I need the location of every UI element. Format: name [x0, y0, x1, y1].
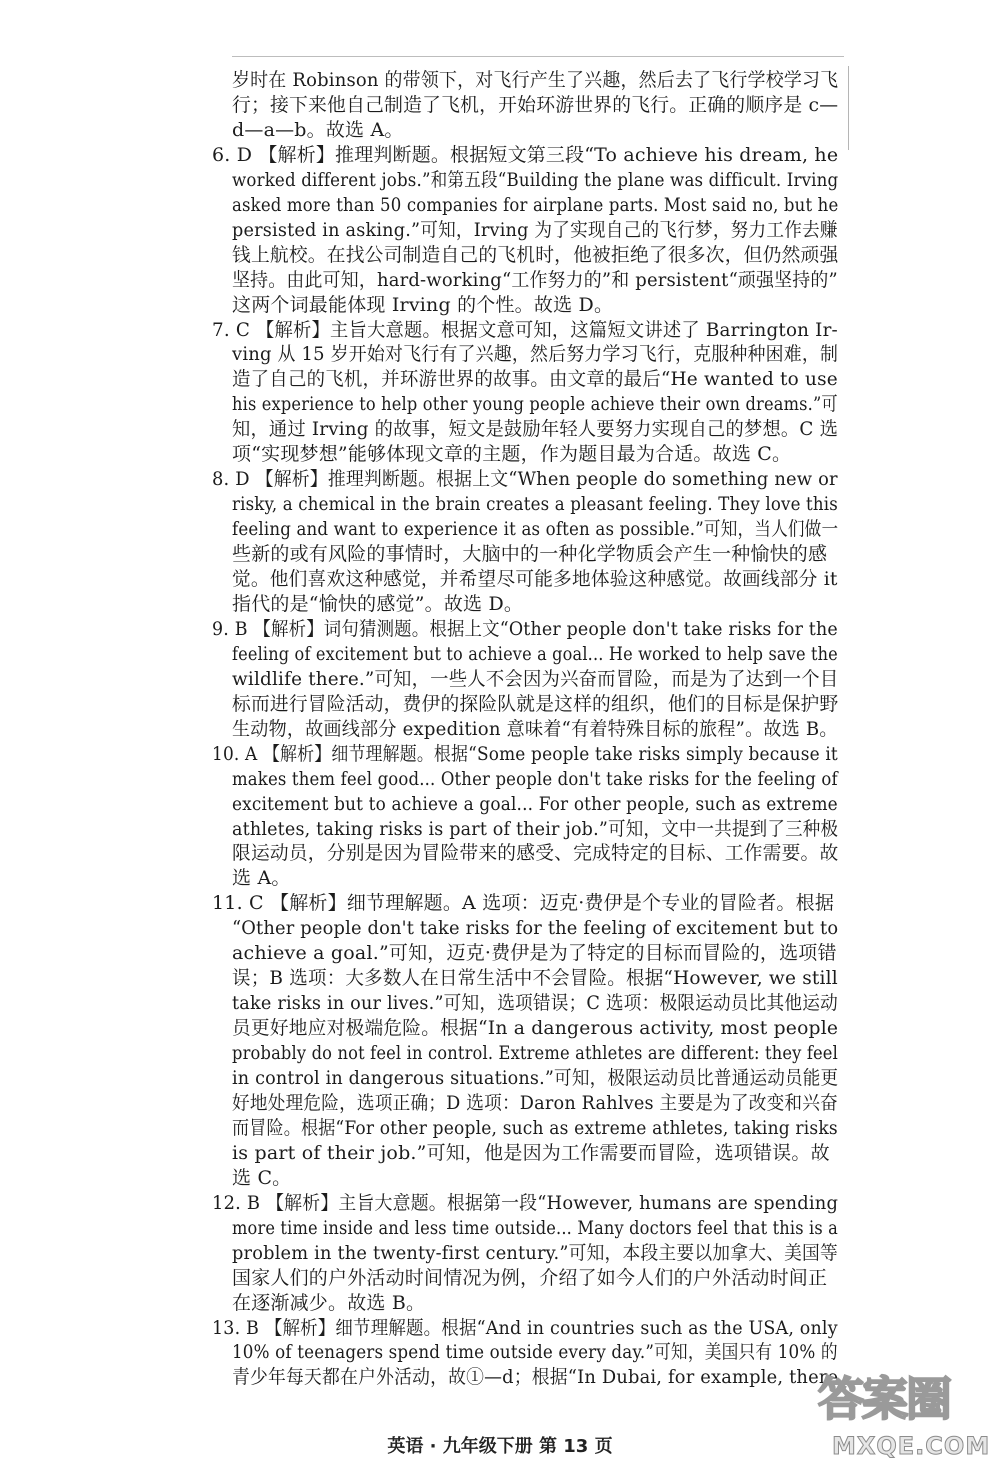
watermark-url: MXQE.COM	[832, 1432, 991, 1460]
answer-text-line: in control in dangerous situations.”可知，极限运动员比普通运动员能更	[232, 1067, 839, 1089]
answer-text-line: his experience to help other young people achieve their own dreams.”可	[232, 393, 838, 416]
answer-item-line: 8. D 【解析】推理判断题。根据上文“When people do something new or	[212, 468, 838, 491]
answer-text-line: makes them feel good... Other people don't take risks for the feeling of	[232, 767, 838, 790]
answer-text-line: risky, a chemical in the brain creates a pleasant feeling. They love this	[232, 493, 838, 516]
answer-text-line: athletes, taking risks is part of their job.”可知，文中一共提到了三种极	[232, 817, 839, 840]
answer-text-line: 这两个词最能体现 Irving 的个性。故选 D。	[232, 293, 614, 316]
answer-text-line: ving 从 15 岁开始对飞行有了兴趣，然后努力学习飞行，克服种种困难，制	[232, 343, 839, 366]
answer-text-line: persisted in asking.”可知，Irving 为了实现自己的飞行梦，努力工作去赚	[232, 218, 838, 241]
top-rule	[232, 56, 844, 57]
answer-text-line: 项“实现梦想”能够体现文章的主题，作为题目最为合适。故选 C。	[232, 443, 792, 466]
answer-text-line: asked more than 50 companies for airplane parts. Most said no, but he	[232, 193, 839, 216]
answer-text-line: d—a—b。故选 A。	[232, 118, 404, 141]
answer-text-line: 员更好地应对极端危险。根据“In a dangerous activity, most people	[232, 1017, 839, 1040]
answer-item-line: 13. B 【解析】细节理解题。根据“And in countries such as the USA, only	[212, 1316, 838, 1339]
answer-text-line: feeling of excitement but to achieve a goal... He worked to help save the	[232, 642, 838, 665]
answer-item-line: 12. B 【解析】主旨大意题。根据第一段“However, humans are spending	[212, 1191, 839, 1214]
answer-text-line: feeling and want to experience it as often as possible.”可知，当人们做一	[232, 518, 839, 541]
answer-item-line: 10. A 【解析】细节理解题。根据“Some people take risks simply because it	[212, 742, 838, 765]
answer-item-line: 6. D 【解析】推理判断题。根据短文第三段“To achieve his dream, he	[212, 143, 839, 166]
answer-text-line: 钱上航校。在找公司制造自己的飞机时，他被拒绝了很多次，但仍然顽强	[232, 243, 839, 266]
answer-item-line: 9. B 【解析】词句猜测题。根据上文“Other people don't take risks for the	[212, 617, 838, 640]
answer-text-line: 好地处理危险，选项正确；D 选项：Daron Rahlves 主要是为了改变和兴奋	[232, 1091, 838, 1114]
answer-text-line: is part of their job.”可知，他是因为工作需要而冒险，选项错误。故	[232, 1141, 830, 1164]
answer-text-line: 10% of teenagers spend time outside every day.”可知，美国只有 10% 的	[232, 1341, 838, 1364]
answer-text-line: 些新的或有风险的事情时，大脑中的一种化学物质会产生一种愉快的感	[232, 543, 828, 566]
answer-text-line: problem in the twenty-first century.”可知，本段主要以加拿大、美国等	[232, 1241, 838, 1264]
answer-text-line: 造了自己的飞机，并环游世界的故事。由文章的最后“He wanted to use	[232, 368, 838, 391]
answer-text-line: more time inside and less time outside... Many doctors feel that this is a	[232, 1216, 838, 1239]
answer-text-line: 生动物，故画线部分 expedition 意味着“有着特殊目标的旅程”。故选 B。	[232, 717, 838, 740]
answer-text-line: 误；B 选项：大多数人在日常生活中不会冒险。根据“However, we still	[232, 967, 838, 990]
answer-text-line: achieve a goal.”可知，迈克·费伊是为了特定的目标而冒险的，选项错	[232, 942, 837, 965]
answer-text-line: 标而进行冒险活动，费伊的探险队就是这样的组织，他们的目标是保护野	[232, 692, 839, 715]
watermark-logo: 答案圈	[818, 1372, 950, 1426]
answer-text-line: worked different jobs.”和第五段“Building the plane was difficult. Irving	[232, 168, 839, 191]
answer-text-line: wildlife there.”可知，一些人不会因为兴奋而冒险，而是为了达到一个目	[232, 667, 839, 690]
answer-text-line: 选 C。	[232, 1166, 292, 1189]
answer-text-line: 国家人们的户外活动时间情况为例，介绍了如今人们的户外活动时间正	[232, 1266, 828, 1289]
answer-text-line: take risks in our lives.”可知，选项错误；C 选项：极限运动员比其他运动	[232, 992, 838, 1015]
answer-text-line: excitement but to achieve a goal... For other people, such as extreme	[232, 792, 838, 815]
answer-item-line: 11. C 【解析】细节理解题。A 选项：迈克·费伊是个专业的冒险者。根据	[212, 892, 835, 915]
answer-text-line: 青少年每天都在户外活动，故①—d；根据“In Dubai, for example, there	[232, 1366, 839, 1389]
answer-text-line: 坚持。由此可知，hard-working“工作努力的”和 persistent“顽强坚持的”	[232, 268, 838, 291]
answer-text-line: 选 A。	[232, 867, 291, 890]
answer-text-line: 而冒险。根据“For other people, such as extreme athletes, taking risks	[232, 1116, 838, 1139]
answer-text-line: 指代的是“愉快的感觉”。故选 D。	[232, 592, 524, 615]
answer-text-line: 觉。他们喜欢这种感觉，并希望尽可能多地体验这种感觉。故画线部分 it	[232, 568, 838, 590]
answer-text-line: 岁时在 Robinson 的带领下，对飞行产生了兴趣，然后去了飞行学校学习飞	[232, 69, 839, 91]
answer-text-line: probably do not feel in control. Extreme athletes are different: they feel	[232, 1042, 838, 1065]
answer-text-line: 在逐渐减少。故选 B。	[232, 1291, 426, 1314]
watermark	[818, 1370, 990, 1466]
page-footer: 英语 · 九年级下册 第 13 页	[387, 1436, 613, 1457]
answer-item-line: 7. C 【解析】主旨大意题。根据文意可知，这篇短文讲述了 Barrington Ir-	[212, 318, 838, 341]
side-rule	[848, 66, 849, 150]
answer-text-line: “Other people don't take risks for the feeling of excitement but to	[232, 917, 839, 940]
answer-text-line: 行；接下来他自己制造了飞机，开始环游世界的飞行。正确的顺序是 c—	[232, 93, 839, 116]
answer-text-line: 限运动员，分别是因为冒险带来的感受、完成特定的目标、工作需要。故	[232, 842, 839, 865]
answer-text-line: 知，通过 Irving 的故事，短文是鼓励年轻人要努力实现自己的梦想。C 选	[232, 418, 839, 441]
